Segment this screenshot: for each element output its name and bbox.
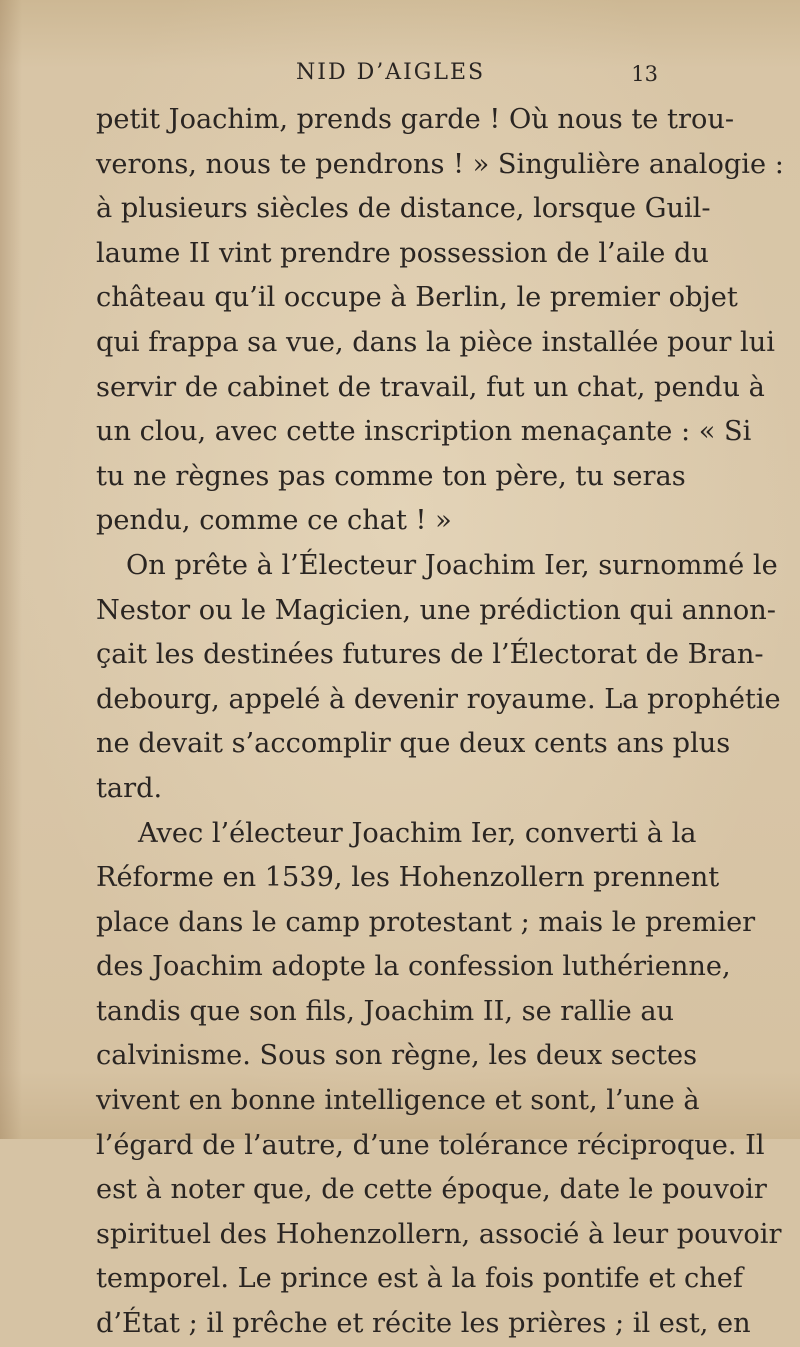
text-line: château qu’il occupe à Berlin, le premier objet	[96, 282, 738, 314]
text-line: Nestor ou le Magicien, une prédiction qui annon-	[96, 594, 776, 626]
text-line: pendu, comme ce chat ! »	[96, 505, 452, 537]
text-line: ne devait s’accomplir que deux cents ans plus	[96, 728, 731, 760]
text-line: d’État ; il prêche et récite les prières ; il est, en	[96, 1308, 751, 1340]
text-line: petit Joachim, prends garde ! Où nous te trou-	[96, 104, 735, 135]
text-line: l’égard de l’autre, d’une tolérance réciproque. Il	[96, 1129, 765, 1161]
text-line: vivent en bonne intelligence et sont, l’une à	[96, 1085, 700, 1117]
page-edge-shadow	[0, 0, 22, 1139]
text-line: çait les destinées futures de l’Électorat de Bran-	[96, 639, 764, 671]
text-line: est à noter que, de cette époque, date le pouvoir	[96, 1174, 767, 1206]
running-head: NID D’AIGLES	[296, 60, 486, 85]
page-number: 13	[631, 62, 658, 86]
text-line: Réforme en 1539, les Hohenzollern prennent	[96, 862, 720, 894]
text-line: à plusieurs siècles de distance, lorsque Guil-	[96, 193, 711, 225]
text-line: calvinisme. Sous son règne, les deux sectes	[96, 1040, 698, 1072]
text-line: qui frappa sa vue, dans la pièce installée pour lui	[96, 326, 775, 358]
text-line: place dans le camp protestant ; mais le premier	[96, 906, 756, 938]
body-text	[96, 98, 784, 1347]
text-line: verons, nous te pendrons ! » Singulière analogie :	[96, 148, 784, 180]
text-line: On prête à l’Électeur Joachim Ier, surnommé le	[126, 549, 778, 581]
text-line: laume II vint prendre possession de l’aile du	[96, 237, 709, 269]
text-line: des Joachim adopte la confession luthérienne,	[96, 951, 731, 983]
text-line: debourg, appelé à devenir royaume. La prophétie	[96, 683, 781, 715]
page-header	[98, 60, 658, 94]
text-line: un clou, avec cette inscription menaçante : « Si	[96, 416, 752, 448]
text-line: temporel. Le prince est à la fois pontife et chef	[96, 1263, 743, 1295]
text-line: tandis que son fils, Joachim II, se rallie au	[96, 995, 675, 1027]
text-line: tard.	[96, 772, 163, 804]
text-line: spirituel des Hohenzollern, associé à leur pouvoir	[96, 1218, 782, 1250]
text-line: tu ne règnes pas comme ton père, tu seras	[96, 460, 686, 492]
text-line: Avec l’électeur Joachim Ier, converti à la	[138, 817, 697, 849]
text-line: servir de cabinet de travail, fut un chat, pendu à	[96, 371, 765, 403]
